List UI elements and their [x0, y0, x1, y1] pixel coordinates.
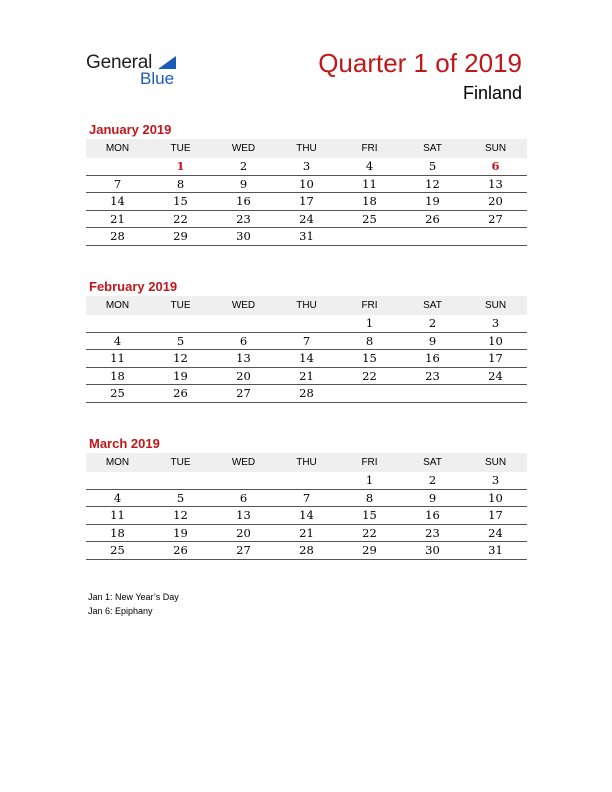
day-cell: [401, 385, 464, 403]
day-cell: 5: [401, 158, 464, 175]
day-cell: 16: [401, 350, 464, 368]
day-cell: 21: [275, 524, 338, 542]
day-cell: 6: [464, 158, 527, 175]
day-cell: 19: [401, 193, 464, 211]
day-cell: 18: [338, 193, 401, 211]
day-cell: 12: [149, 507, 212, 525]
day-cell: 15: [149, 193, 212, 211]
day-cell: 25: [338, 210, 401, 228]
month-title: March 2019: [89, 436, 160, 451]
day-cell: 16: [212, 193, 275, 211]
logo-text-general: General: [86, 52, 153, 73]
weekday-header: WED: [212, 296, 275, 315]
day-cell: 30: [212, 228, 275, 246]
day-cell: 4: [86, 332, 149, 350]
day-cell: [338, 228, 401, 246]
day-cell: 8: [338, 332, 401, 350]
day-cell: 18: [86, 367, 149, 385]
day-cell: 7: [86, 175, 149, 193]
day-cell: [464, 385, 527, 403]
week-row: [86, 524, 527, 542]
week-row: [86, 158, 527, 175]
day-cell: 23: [212, 210, 275, 228]
day-cell: 30: [401, 542, 464, 560]
holiday-notes: [88, 590, 179, 618]
country-label: Finland: [462, 83, 522, 103]
day-cell: 2: [212, 158, 275, 175]
week-row: [86, 385, 527, 403]
week-row: [86, 350, 527, 368]
day-cell: 13: [212, 507, 275, 525]
weekday-header: FRI: [338, 296, 401, 315]
day-cell: 10: [275, 175, 338, 193]
day-cell: [149, 315, 212, 332]
day-cell: 25: [86, 385, 149, 403]
day-cell: [212, 315, 275, 332]
day-cell: 21: [86, 210, 149, 228]
day-cell: 26: [149, 385, 212, 403]
day-cell: 8: [149, 175, 212, 193]
day-cell: 22: [149, 210, 212, 228]
weekday-header: THU: [275, 139, 338, 158]
month-title: January 2019: [89, 122, 172, 137]
day-cell: 17: [275, 193, 338, 211]
day-cell: 16: [401, 507, 464, 525]
day-cell: 10: [464, 332, 527, 350]
weekday-header: SUN: [464, 139, 527, 158]
day-cell: 24: [275, 210, 338, 228]
month-block-february: [86, 278, 527, 403]
weekday-header: FRI: [338, 453, 401, 472]
day-cell: 9: [401, 489, 464, 507]
day-cell: 2: [401, 472, 464, 489]
weekday-header: FRI: [338, 139, 401, 158]
day-cell: 12: [401, 175, 464, 193]
day-cell: 27: [212, 542, 275, 560]
day-cell: 24: [464, 367, 527, 385]
day-cell: 22: [338, 367, 401, 385]
month-block-january: [86, 121, 527, 246]
day-cell: 27: [212, 385, 275, 403]
day-cell: [464, 228, 527, 246]
day-cell: 29: [338, 542, 401, 560]
day-cell: 5: [149, 489, 212, 507]
day-cell: 26: [149, 542, 212, 560]
day-cell: 12: [149, 350, 212, 368]
day-cell: 6: [212, 332, 275, 350]
day-cell: 15: [338, 507, 401, 525]
day-cell: [86, 158, 149, 175]
weekday-header: SUN: [464, 296, 527, 315]
week-row: [86, 542, 527, 560]
holiday-note: Jan 1: New Year’s Day: [88, 592, 179, 602]
day-cell: 9: [212, 175, 275, 193]
day-cell: 3: [464, 472, 527, 489]
day-cell: 13: [212, 350, 275, 368]
day-cell: 31: [275, 228, 338, 246]
weekday-header: MON: [86, 139, 149, 158]
month-block-march: [86, 435, 527, 560]
weekday-header: WED: [212, 139, 275, 158]
day-cell: [275, 315, 338, 332]
day-cell: [275, 472, 338, 489]
day-cell: 3: [275, 158, 338, 175]
day-cell: 28: [86, 228, 149, 246]
weekday-header: THU: [275, 453, 338, 472]
day-cell: 23: [401, 367, 464, 385]
day-cell: 19: [149, 524, 212, 542]
day-cell: 28: [275, 542, 338, 560]
day-cell: [212, 472, 275, 489]
day-cell: 7: [275, 489, 338, 507]
day-cell: 9: [401, 332, 464, 350]
day-cell: 10: [464, 489, 527, 507]
weekday-header: TUE: [149, 139, 212, 158]
week-row: [86, 315, 527, 332]
weekday-header: MON: [86, 296, 149, 315]
day-cell: 7: [275, 332, 338, 350]
day-cell: 25: [86, 542, 149, 560]
day-cell: 2: [401, 315, 464, 332]
day-cell: 17: [464, 507, 527, 525]
day-cell: 11: [338, 175, 401, 193]
day-cell: 19: [149, 367, 212, 385]
day-cell: 11: [86, 350, 149, 368]
day-cell: 1: [338, 472, 401, 489]
day-cell: 18: [86, 524, 149, 542]
day-cell: 13: [464, 175, 527, 193]
day-cell: 14: [86, 193, 149, 211]
day-cell: [149, 472, 212, 489]
weekday-header: THU: [275, 296, 338, 315]
day-cell: 11: [86, 507, 149, 525]
day-cell: 20: [212, 367, 275, 385]
calendar-table: [86, 139, 527, 246]
month-title: February 2019: [89, 279, 178, 294]
calendar-table: [86, 296, 527, 403]
day-cell: 3: [464, 315, 527, 332]
page-title: Quarter 1 of 2019: [318, 48, 522, 78]
day-cell: 21: [275, 367, 338, 385]
weekday-header: SUN: [464, 453, 527, 472]
day-cell: 23: [401, 524, 464, 542]
generalblue-logo: [86, 52, 196, 92]
holiday-note: Jan 6: Epiphany: [88, 606, 153, 616]
week-row: [86, 367, 527, 385]
weekday-header: TUE: [149, 296, 212, 315]
week-row: [86, 332, 527, 350]
day-cell: 22: [338, 524, 401, 542]
week-row: [86, 228, 527, 246]
logo-text-blue: Blue: [140, 69, 175, 88]
day-cell: 24: [464, 524, 527, 542]
day-cell: 8: [338, 489, 401, 507]
weekday-header: SAT: [401, 453, 464, 472]
day-cell: 4: [338, 158, 401, 175]
week-row: [86, 193, 527, 211]
week-row: [86, 175, 527, 193]
day-cell: [338, 385, 401, 403]
day-cell: 6: [212, 489, 275, 507]
day-cell: 5: [149, 332, 212, 350]
week-row: [86, 210, 527, 228]
day-cell: 17: [464, 350, 527, 368]
day-cell: 31: [464, 542, 527, 560]
weekday-header: SAT: [401, 139, 464, 158]
day-cell: 14: [275, 350, 338, 368]
week-row: [86, 472, 527, 489]
day-cell: 27: [464, 210, 527, 228]
day-cell: 1: [338, 315, 401, 332]
day-cell: 14: [275, 507, 338, 525]
day-cell: 26: [401, 210, 464, 228]
weekday-header: SAT: [401, 296, 464, 315]
day-cell: [86, 472, 149, 489]
day-cell: [86, 315, 149, 332]
day-cell: [401, 228, 464, 246]
weekday-header: MON: [86, 453, 149, 472]
day-cell: 28: [275, 385, 338, 403]
day-cell: 1: [149, 158, 212, 175]
weekday-header: TUE: [149, 453, 212, 472]
day-cell: 15: [338, 350, 401, 368]
logo-triangle-icon: [158, 56, 176, 69]
week-row: [86, 489, 527, 507]
week-row: [86, 507, 527, 525]
calendar-table: [86, 453, 527, 560]
day-cell: 20: [464, 193, 527, 211]
weekday-header: WED: [212, 453, 275, 472]
day-cell: 29: [149, 228, 212, 246]
day-cell: 4: [86, 489, 149, 507]
day-cell: 20: [212, 524, 275, 542]
